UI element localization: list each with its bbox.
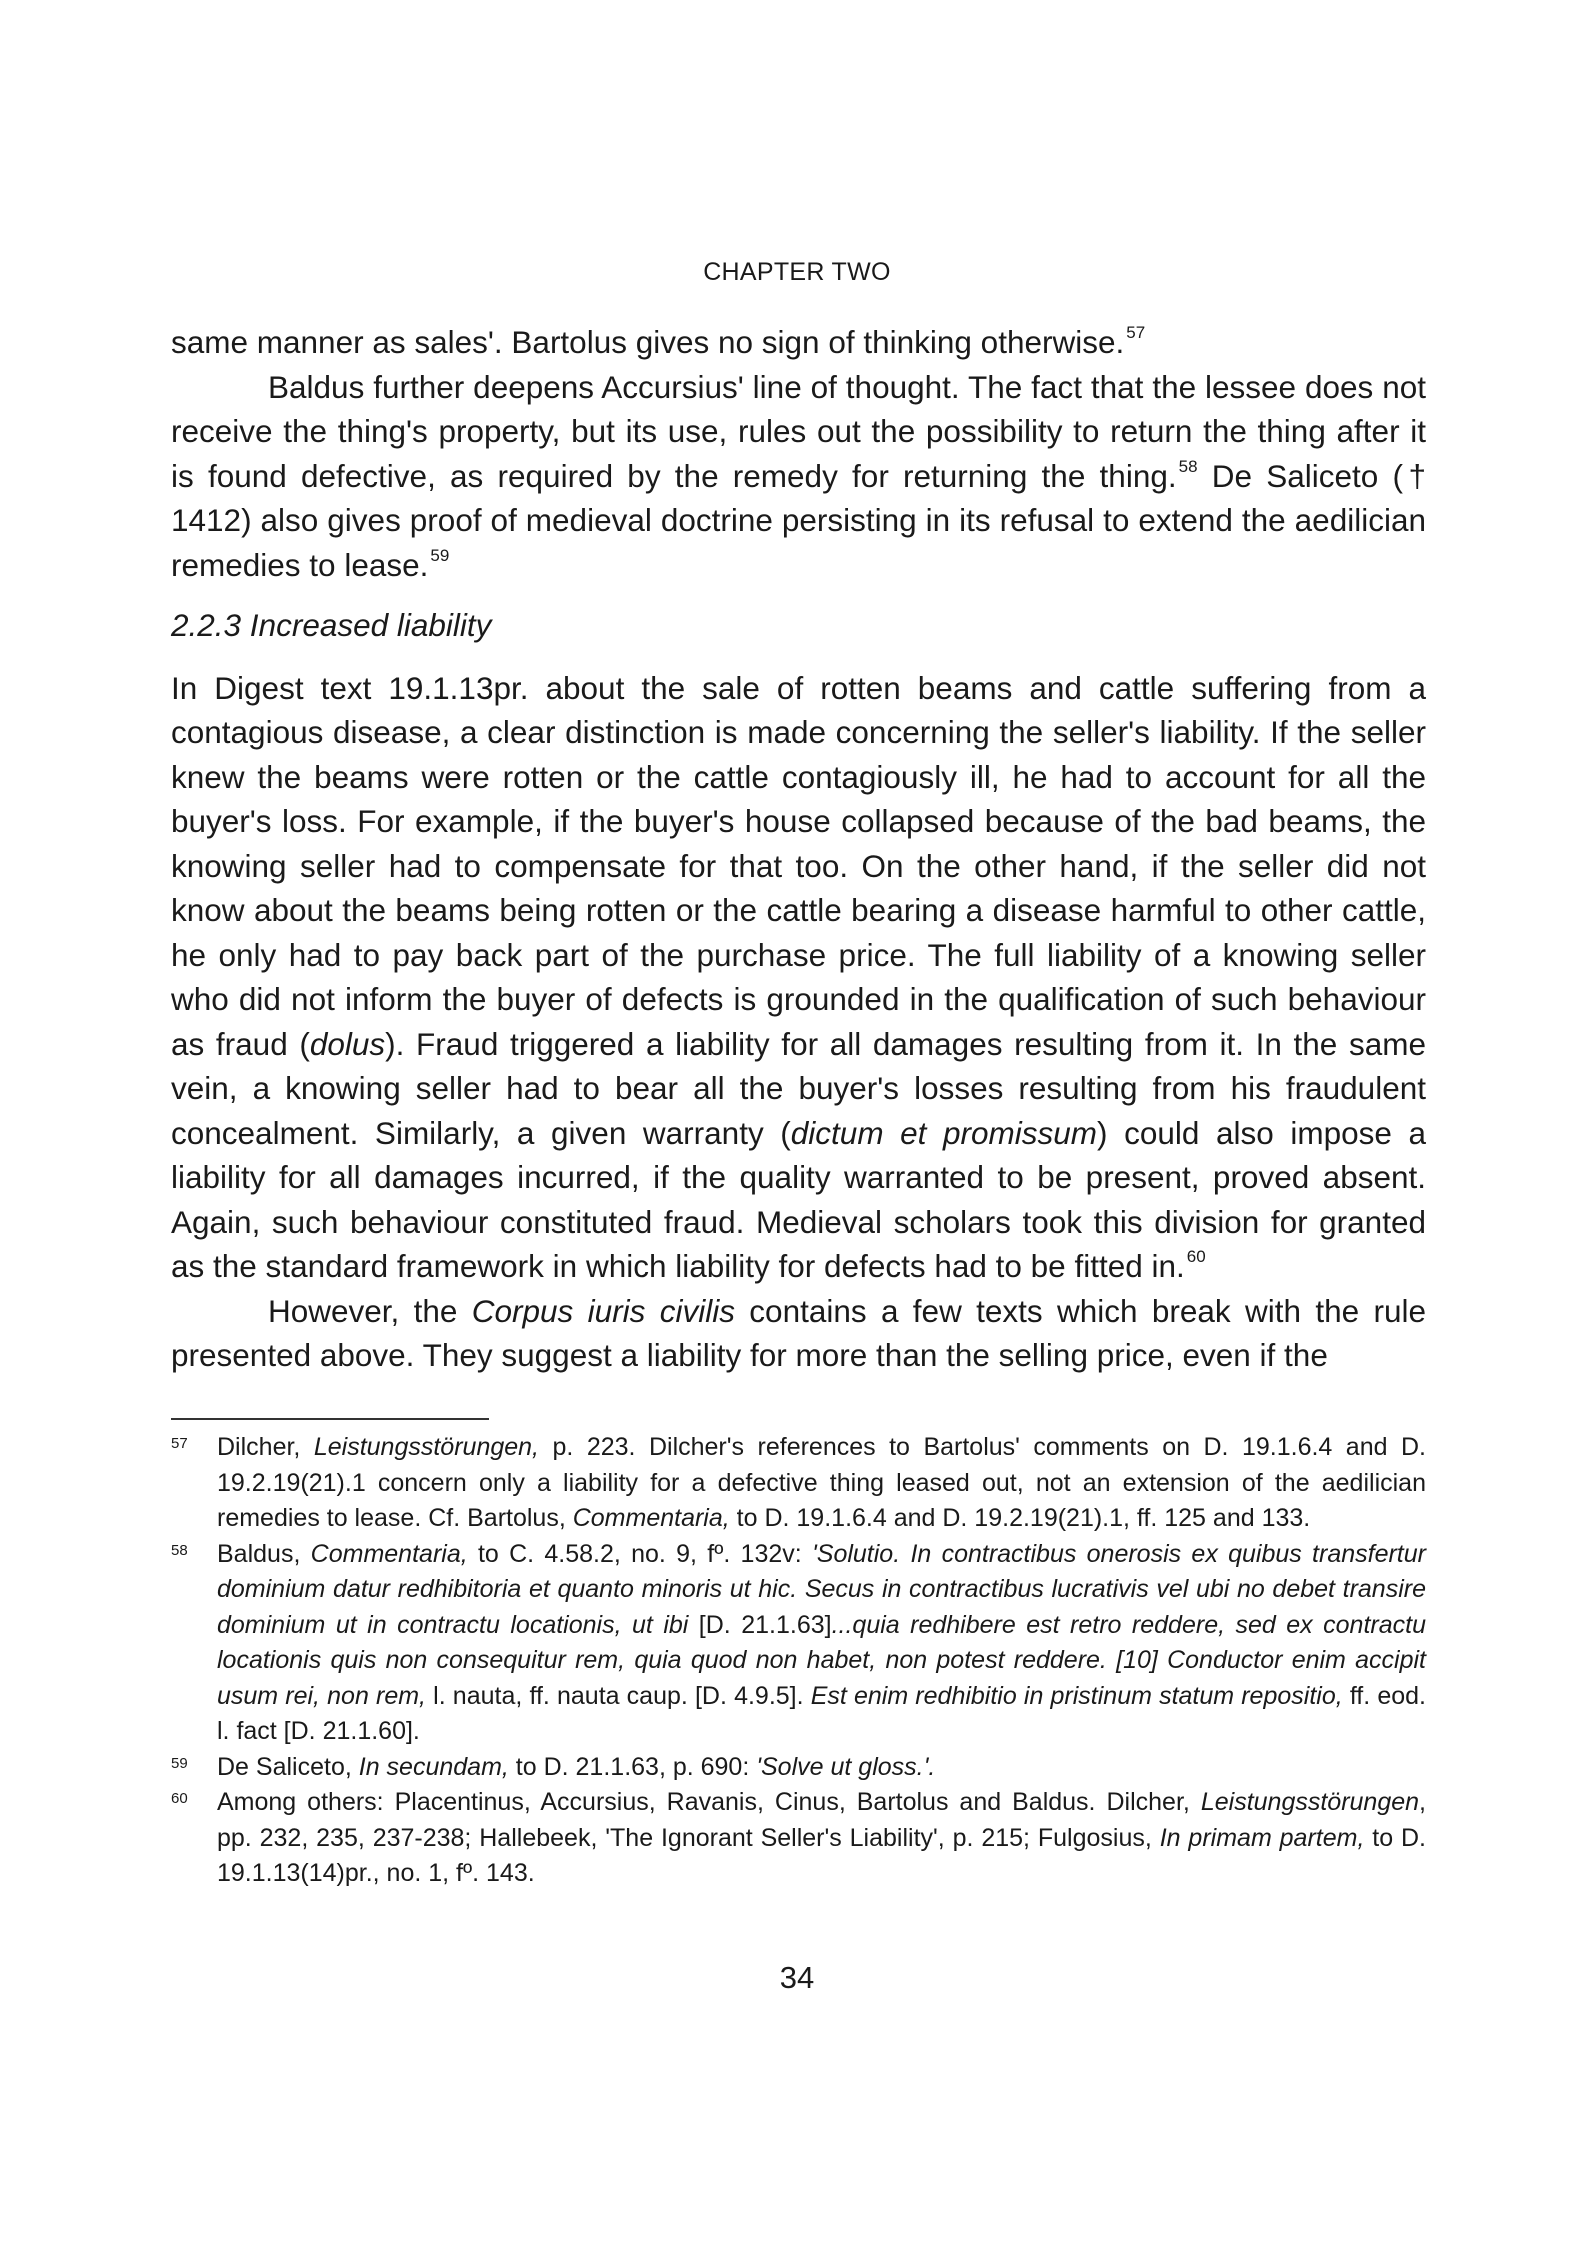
body-text bbox=[171, 320, 1426, 1378]
paragraph-corpus: However, the Corpus iuris civilis contains a few texts which break with the rule presented above. They suggest a liability for more than the selling price, even if the bbox=[171, 1292, 1426, 1373]
footnote-ref-57[interactable]: 57 bbox=[1126, 323, 1146, 342]
footnote-number: 57 bbox=[171, 1435, 188, 1452]
section-heading: 2.2.3 Increased liability bbox=[171, 607, 492, 643]
footnote-ref-60[interactable]: 60 bbox=[1186, 1247, 1206, 1266]
footnote-ref-59[interactable]: 59 bbox=[430, 545, 450, 565]
footnote-number: 59 bbox=[171, 1754, 188, 1772]
footnote-number: 60 bbox=[171, 1790, 188, 1807]
paragraph-baldus: Baldus further deepens Accursius' line of thought. The fact that the lessee does not receive the thing's property, but its use, rules out the possibility to return the thing after it is found defective, as required by the remedy for returning the thing. $^{58}$ De Saliceto († 1412) also gives proof of medieval doctrine persisting in its refusal to extend the aedilician remedies to lease. $^{59}$ bbox=[171, 368, 1426, 583]
paragraph-continuation: same manner as sales'. Bartolus gives no sign of thinking otherwise. $^{57}$ bbox=[171, 323, 1146, 360]
running-head: CHAPTER TWO bbox=[703, 258, 891, 286]
footnote-58: 58 Baldus, Commentaria, to C. 4.58.2, no. 9, fº. 132v: 'Solutio. In contractibus onerosis ex quibus transfertur dominium datur redhibitoria et quanto minoris ut hic. Secus in contractibus lucrativis vel ubi no debet transire dominium ut in contractu locationis, ut ibi [D. 21.1.63]...quia redhibere est retro reddere, sed ex contractu locationis quis non consequitur rem, quia quod non habet, non potest reddere. [10] Conductor enim accipit usum rei, non rem, l. nauta, ff. nauta caup. [D. 4.9.5]. Est enim redhibitio in pristinum statum repositio, ff. eod. l. fact [D. 21.1.60]. bbox=[171, 1537, 1426, 1750]
footnote-60: 60 Among others: Placentinus, Accursius, Ravanis, Cinus, Bartolus and Baldus. Dilcher, Leistungsstörungen, pp. 232, 235, 237-238; Hallebeek, 'The Ignorant Seller's Liability', p. 215; Fulgosius, In primam partem, to D. 19.1.13(14)pr., no. 1, fº. 143. bbox=[171, 1785, 1426, 1892]
footnote-number: 58 bbox=[171, 1541, 188, 1559]
page-number: 34 bbox=[779, 1960, 815, 1995]
footnotes bbox=[171, 1430, 1426, 1892]
paragraph-digest: In Digest text 19.1.13pr. about the sale of rotten beams and cattle suffering from a contagious disease, a clear distinction is made concerning the seller's liability. If the seller knew the beams were rotten or the cattle contagiously ill, he had to account for all the buyer's loss. For example, if the buyer's house collapsed because of the bad beams, the knowing seller had to compensate for that too. On the other hand, if the seller did not know about the beams being rotten or the cattle bearing a disease harmful to other cattle, he only had to pay back part of the purchase price. The full liability of a knowing seller who did not inform the buyer of defects is grounded in the qualification of such behaviour as fraud (dolus). Fraud triggered a liability for all damages resulting from it. In the same vein, a knowing seller had to bear all the buyer's losses resulting from his fraudulent concealment. Similarly, a given warranty (dictum et promissum) could also impose a liability for all damages incurred, if the quality warranted to be present, proved absent. Again, such behaviour constituted fraud. Medieval scholars took this division for granted as the standard framework in which liability for defects had to be fitted in. $^{60}$ bbox=[171, 669, 1427, 1284]
footnote-divider bbox=[171, 1418, 489, 1420]
footnote-59: 59 De Saliceto, In secundam, to D. 21.1.63, p. 690: 'Solve ut gloss.'. bbox=[171, 1750, 1426, 1786]
footnote-57: 57 Dilcher, Leistungsstörungen, p. 223. Dilcher's references to Bartolus' comments on D. 19.1.6.4 and D. 19.2.19(21).1 concern only a liability for a defective thing leased out, not an extension of the aedilician remedies to lease. Cf. Bartolus, Commentaria, to D. 19.1.6.4 and D. 19.2.19(21).1, ff. 125 and 133. bbox=[171, 1430, 1426, 1537]
footnote-ref-58[interactable]: 58 bbox=[1178, 456, 1198, 476]
